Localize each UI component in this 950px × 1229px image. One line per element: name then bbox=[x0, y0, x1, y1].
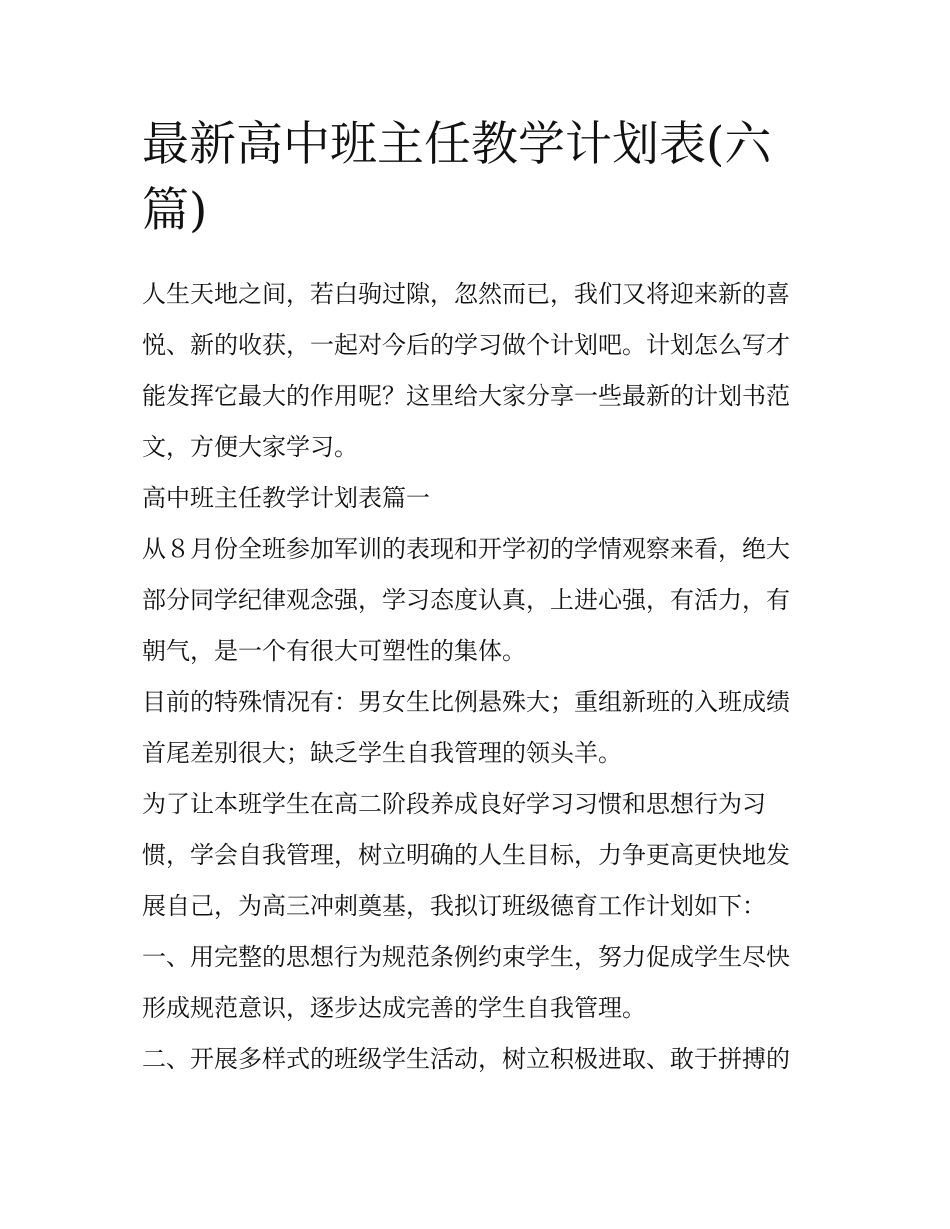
intro-paragraph bbox=[142, 269, 810, 473]
body-paragraph bbox=[142, 779, 810, 932]
document-body bbox=[142, 269, 810, 1085]
text-line: 二、开展多样式的班级学生活动，树立积极进取、敢于拼搏的 bbox=[142, 1045, 790, 1073]
text-line: 部分同学纪律观念强，学习态度认真，上进心强，有活力，有 bbox=[142, 586, 790, 614]
text-line: 文，方便大家学习。 bbox=[142, 433, 358, 461]
text-line: 朝气，是一个有很大可塑性的集体。 bbox=[142, 637, 526, 665]
text-line: 形成规范意识，逐步达成完善的学生自我管理。 bbox=[142, 994, 646, 1022]
body-paragraph bbox=[142, 524, 810, 677]
text-line: 惯，学会自我管理，树立明确的人生目标，力争更高更快地发 bbox=[142, 841, 790, 869]
text-line: 从８月份全班参加军训的表现和开学初的学情观察来看，绝大 bbox=[142, 535, 790, 563]
section-heading bbox=[142, 473, 810, 524]
text-line: 能发挥它最大的作用呢？这里给大家分享一些最新的计划书范 bbox=[142, 382, 790, 410]
document-title bbox=[142, 112, 810, 244]
text-line: 悦、新的收获，一起对今后的学习做个计划吧。计划怎么写才 bbox=[142, 331, 790, 359]
text-line: 人生天地之间，若白驹过隙，忽然而已，我们又将迎来新的喜 bbox=[142, 280, 790, 308]
text-line: 高中班主任教学计划表篇一 bbox=[142, 484, 430, 512]
text-line: 首尾差别很大；缺乏学生自我管理的领头羊。 bbox=[142, 739, 622, 767]
text-line: 展自己，为高三冲刺奠基，我拟订班级德育工作计划如下： bbox=[142, 892, 766, 920]
body-paragraph bbox=[142, 677, 810, 779]
text-line: 为了让本班学生在高二阶段养成良好学习习惯和思想行为习 bbox=[142, 790, 766, 818]
numbered-item bbox=[142, 1034, 810, 1085]
document-content bbox=[142, 112, 810, 1085]
numbered-item bbox=[142, 932, 810, 1034]
text-line: 一、用完整的思想行为规范条例约束学生，努力促成学生尽快 bbox=[142, 943, 790, 971]
title-line: 最新高中班主任教学计划表(六 bbox=[142, 117, 772, 172]
title-line: 篇) bbox=[142, 183, 208, 238]
text-line: 目前的特殊情况有：男女生比例悬殊大；重组新班的入班成绩 bbox=[142, 688, 790, 716]
